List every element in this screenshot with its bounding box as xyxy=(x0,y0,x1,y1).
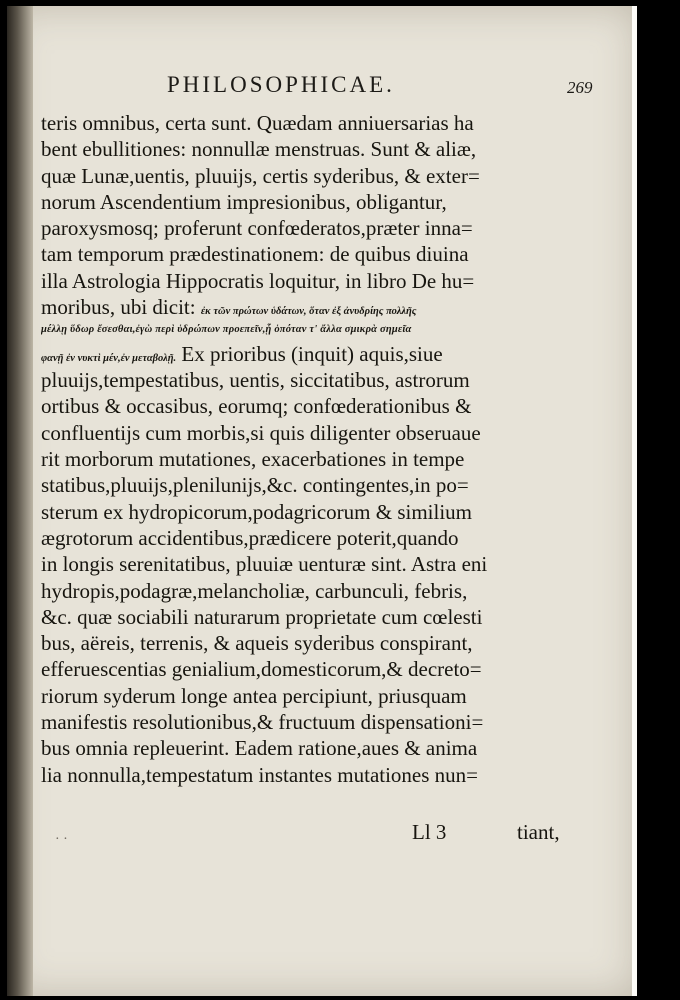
text-line: sterum ex hydropicorum,podagricorum & similium xyxy=(41,499,473,524)
text-line: &c. quæ sociabili naturarum proprietate cum cœlesti xyxy=(41,604,483,629)
text-line xyxy=(41,341,577,367)
text-line: ortibus & occasibus, eorumq; confœderationibus & xyxy=(41,394,472,419)
text-line: bent ebullitiones: nonnullæ menstruas. Sunt & aliæ, xyxy=(41,137,477,162)
text-line: bus, aëreis, terrenis, & aqueis syderibus conspirant, xyxy=(41,631,473,656)
text-line: riorum syderum longe antea percipiunt, priusquam xyxy=(41,683,467,708)
text-line: norum Ascendentium impresionibus, obligantur, xyxy=(41,189,447,214)
text-line: in longis serenitatibus, pluuiæ uenturæ sint. Astra eni xyxy=(41,552,488,577)
text-line: tam temporum prædestinationem: de quibus diuina xyxy=(41,242,469,267)
text-line: quæ Lunæ,uentis, pluuijs, certis syderibus, & exter= xyxy=(41,163,480,188)
text-line-latin: Ex prioribus (inquit) aquis,siue xyxy=(181,341,443,366)
text-line: teris omnibus, certa sunt. Quædam anniuersarias ha xyxy=(41,111,474,135)
page-number: 269 xyxy=(567,78,593,97)
greek-line: μέλλῃ ὕδωρ ἔσεσθαι,ἐγὼ περὶ ὑδρώπων προεπεῖν,ᾗ ὁπόταν τ' ἄλλα σμικρὰ σημεῖα xyxy=(41,324,412,336)
text-line: hydropis,podagræ,melancholiæ, carbunculi, febris, xyxy=(41,578,468,603)
text-line: ægrotorum accidentibus,prædicere poterit,quando xyxy=(41,525,459,550)
binding-gutter xyxy=(7,6,33,996)
text-line: confluentijs cum morbis,si quis diligenter obseruaue xyxy=(41,420,481,445)
text-line: paroxysmosq; proferunt confœderatos,præter inna= xyxy=(41,216,473,241)
text-line: efferuescentias genialium,domesticorum,& decreto= xyxy=(41,657,482,682)
text-line: pluuijs,tempestatibus, uentis, siccitatibus, astrorum xyxy=(41,368,470,393)
page-edge xyxy=(632,6,637,996)
greek-quote: φανῇ ἐν νυκτὶ μέν,ἐν μεταβολῇ. xyxy=(41,352,177,364)
text-line: illa Astrologia Hippocratis loquitur, in libro De hu= xyxy=(41,268,475,293)
ink-speck: · · xyxy=(55,832,68,847)
running-head: PHILOSOPHICAE. xyxy=(167,72,395,97)
text-line: rit morborum mutationes, exacerbationes in tempe xyxy=(41,447,465,472)
catchword: tiant, xyxy=(517,820,560,844)
text-line: manifestis resolutionibus,& fructuum dispensationi= xyxy=(41,710,484,735)
text-line-latin: moribus, ubi dicit: xyxy=(41,295,196,320)
greek-quote: ἐκ τῶν πρώτων ὑδάτων, ὅταν ἐξ ἀνυδρίης πολλῆς xyxy=(200,306,417,318)
text-line: lia nonnulla,tempestatum instantes mutationes nun= xyxy=(41,762,479,787)
body-text xyxy=(41,110,577,788)
text-line xyxy=(41,294,577,320)
book-page xyxy=(7,6,637,996)
text-line: bus omnia repleuerint. Eadem ratione,aues & anima xyxy=(41,736,478,761)
signature-mark: Ll 3 xyxy=(412,820,447,844)
text-line: statibus,pluuijs,plenilunijs,&c. contingentes,in po= xyxy=(41,473,469,498)
